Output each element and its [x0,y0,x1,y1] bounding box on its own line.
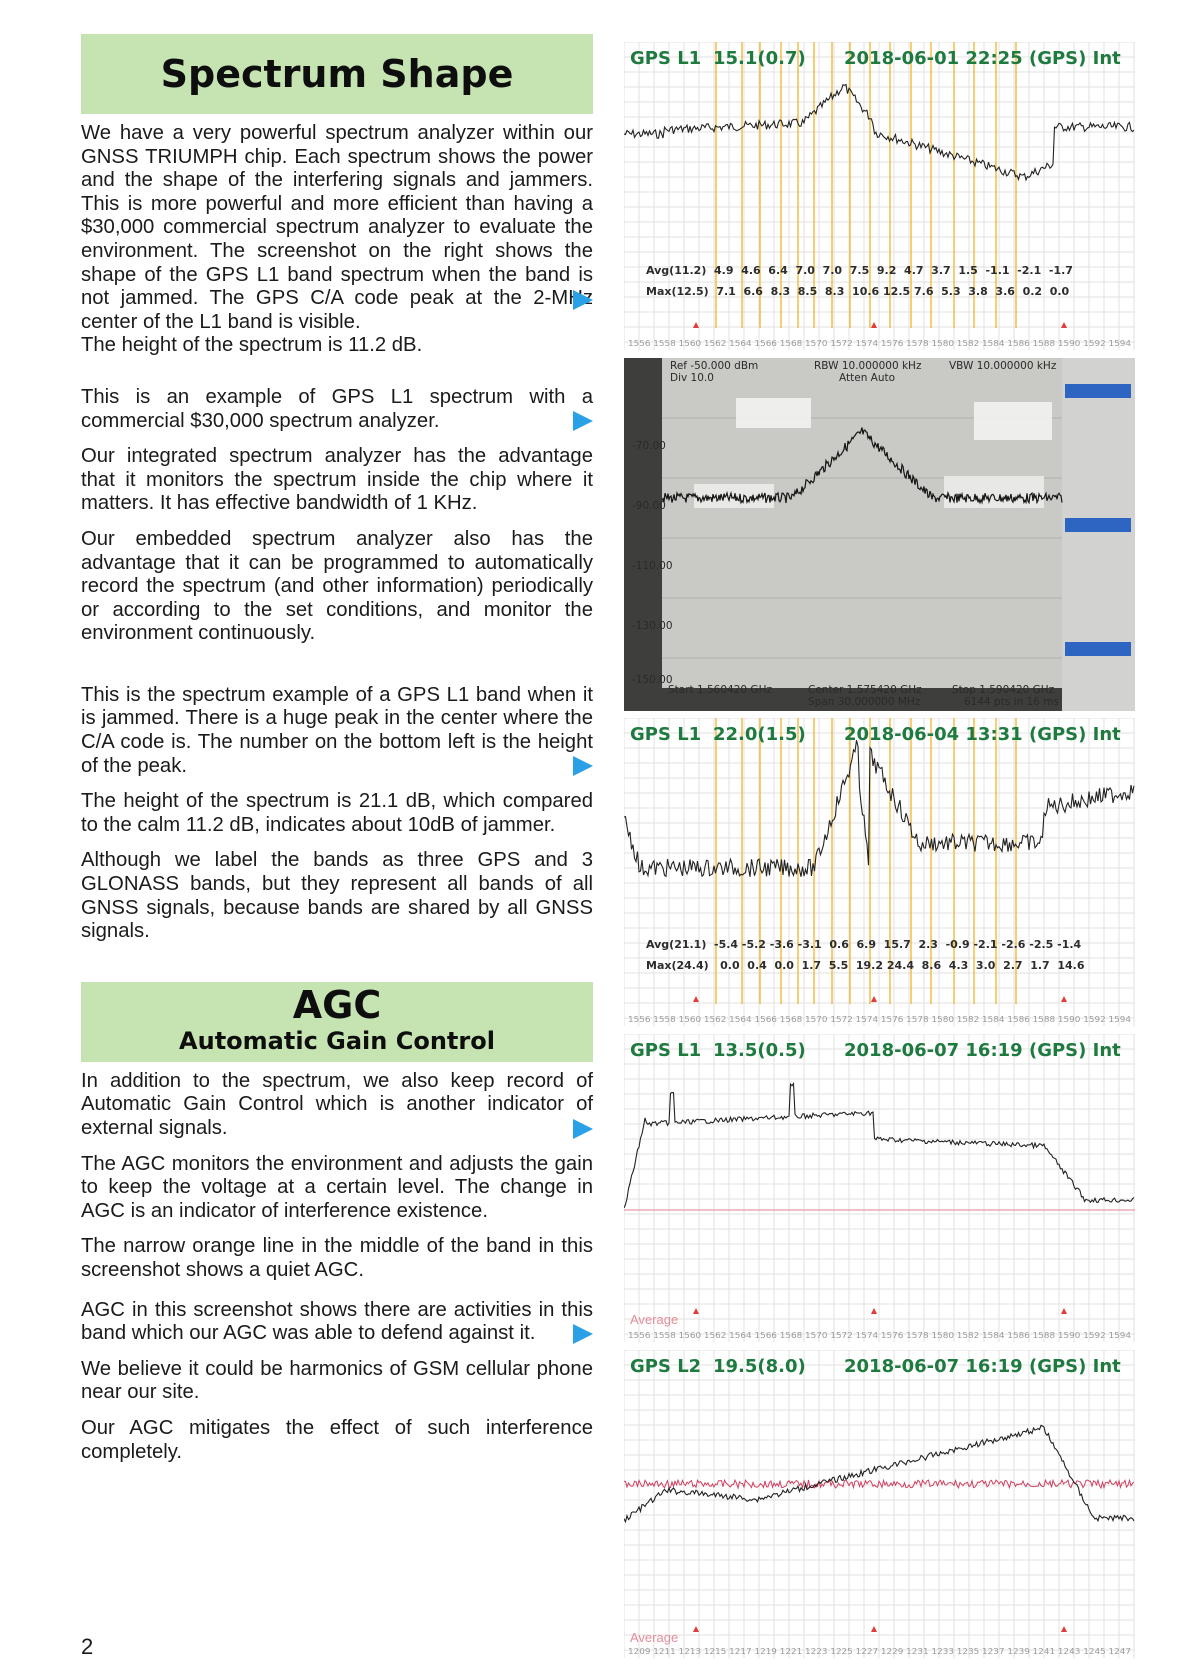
marker-icon [693,1626,699,1632]
level-label: -70.00 [632,440,666,452]
div-label: Div 10.0 [670,372,714,384]
level-label: -130.00 [632,620,673,632]
ceiling-light-reflection [974,402,1052,440]
stop-label: Stop 1.590420 GHz [952,684,1055,696]
paragraph: This is an example of GPS L1 spectrum with a commercial $30,000 spectrum analyzer. [81,385,593,432]
span-label: Span 30.000000 MHz [808,696,921,708]
level-label: -110.00 [632,560,673,572]
band-value: 19.5(8.0) [713,1356,806,1377]
max-row: Max(24.4) 0.0 0.4 0.0 1.7 5.5 19.2 24.4 8.6 4.3 3.0 2.7 1.7 14.6 [646,959,1085,972]
average-label: Average [630,1630,679,1645]
analyzer-screen [624,358,1135,711]
marker-icon [871,322,877,328]
paragraph: AGC in this screenshot shows there are activities in this band which our AGC was able to defend against it. [81,1298,593,1345]
band-value: 15.1(0.7) [713,48,806,69]
band-label: GPS L1 [630,724,702,745]
atten-label: Atten Auto [839,372,896,384]
axis-tick-labels: 1556 1558 1560 1562 1564 1566 1568 1570 1572 1574 1576 1578 1580 1582 1584 1586 1588 1590 1592 1594 [628,1331,1132,1340]
side-menu [1062,358,1135,711]
commercial-analyzer-photo [624,358,1135,711]
marker-icon [871,1626,877,1632]
paragraph: Our AGC mitigates the effect of such interference completely. [81,1416,593,1463]
spectrum-plot [624,42,1135,350]
section-subtitle: Automatic Gain Control [179,1026,495,1055]
marker-icon [871,1308,877,1314]
marker-icon [693,996,699,1002]
section-banner-agc [81,982,593,1062]
level-label: -150.00 [632,674,673,686]
average-label: Average [630,1312,679,1327]
axis-tick-labels: 1209 1211 1213 1215 1217 1219 1221 1223 1225 1227 1229 1231 1233 1235 1237 1239 1241 1243 1245 1247 [628,1647,1132,1656]
ref-label: Ref -50.000 dBm [670,360,759,372]
agc-plot [624,1034,1135,1342]
paragraph: The narrow orange line in the middle of the band in this screenshot shows a quiet AGC. [81,1235,593,1281]
start-label: Start 1.560420 GHz [668,684,772,696]
band-label: GPS L1 [630,1040,702,1061]
max-row: Max(12.5) 7.1 6.6 8.3 8.5 8.3 10.6 12.5 7.6 5.3 3.8 3.6 0.2 0.0 [646,285,1070,298]
spectrum-plot [624,718,1135,1026]
right-triangle-icon [573,411,593,431]
agc-screenshot-active [624,1350,1135,1658]
menu-header [1065,642,1131,656]
paragraph: Our embedded spectrum analyzer also has the advantage that it can be programmed to automatically record the spectrum (and other information) periodically or according to the set conditions, and monitor the environment continuously. [81,527,593,645]
marker-icon [1061,322,1067,328]
paragraph: In addition to the spectrum, we also keep record of Automatic Gain Control which is another indicator of external signals. [81,1069,593,1139]
avg-row: Avg(21.1) -5.4 -5.2 -3.6 -3.1 0.6 6.9 15.7 2.3 -0.9 -2.1 -2.6 -2.5 -1.4 [646,938,1082,951]
band-value: 22.0(1.5) [713,724,806,745]
marker-icon [693,1308,699,1314]
marker-icon [1061,1308,1067,1314]
paragraph: This is the spectrum example of a GPS L1 band when it is jammed. There is a huge peak in the center where the C/A code is. The number on the bottom left is the height of the peak. [81,683,593,777]
paragraph: The height of the spectrum is 11.2 dB. [81,334,423,357]
section-banner-spectrum-shape [81,34,593,114]
axis-tick-labels: 1556 1558 1560 1562 1564 1566 1568 1570 1572 1574 1576 1578 1580 1582 1584 1586 1588 1590 1592 1594 [628,1015,1132,1024]
axis-tick-labels: 1556 1558 1560 1562 1564 1566 1568 1570 1572 1574 1576 1578 1580 1582 1584 1586 1588 1590 1592 1594 [628,339,1132,348]
right-triangle-icon [573,1119,593,1139]
band-label: GPS L2 [630,1356,702,1377]
marker-icon [871,996,877,1002]
band-value: 13.5(0.5) [713,1040,806,1061]
section-title: Spectrum Shape [160,52,514,96]
marker-icon [1061,1626,1067,1632]
level-label: -90.00 [632,500,666,512]
datetime: 2018-06-01 22:25 (GPS) Int [844,48,1121,69]
left-column [81,34,593,1464]
spectrum-screenshot-calm [624,42,1135,350]
right-triangle-icon [573,1324,593,1344]
agc-screenshot-quiet [624,1034,1135,1342]
right-triangle-icon [573,756,593,776]
section-title: AGC [292,982,382,1027]
paragraph: We have a very powerful spectrum analyzer within our GNSS TRIUMPH chip. Each spectrum shows the power and the shape of the interfering signals and jammers. This is more powerful and more efficient than having a $30,000 commercial spectrum analyzer to evaluate the environment. The screenshot on the right shows the shape of the GPS L1 band spectrum when the band is not jammed. The GPS C/A code peak at the 2-MHz center of the L1 band is visible. [81,122,593,333]
spectrum-screenshot-jammed [624,718,1135,1026]
agc-plot [624,1350,1135,1658]
datetime: 2018-06-07 16:19 (GPS) Int [844,1040,1121,1061]
avg-row: Avg(11.2) 4.9 4.6 6.4 7.0 7.0 7.5 9.2 4.7 3.7 1.5 -1.1 -2.1 -1.7 [646,264,1073,277]
rbw-label: RBW 10.000000 kHz [814,360,922,372]
paragraph: We believe it could be harmonics of GSM cellular phone near our site. [81,1357,593,1404]
paragraph: The AGC monitors the environment and adjusts the gain to keep the voltage at a certain level. The change in AGC is an indicator of interference existence. [81,1152,593,1222]
page-number: 2 [81,1634,94,1659]
vbw-label: VBW 10.000000 kHz [949,360,1057,372]
band-label: GPS L1 [630,48,702,69]
center-label: Center 1.575420 GHz [808,684,922,696]
marker-icon [1061,996,1067,1002]
marker-icon [693,322,699,328]
menu-header [1065,518,1131,532]
paragraph: Although we label the bands as three GPS and 3 GLONASS bands, but they represent all bands of all GNSS signals, because bands are shared by all GNSS signals. [81,849,593,943]
ceiling-light-reflection [736,398,811,428]
paragraph: The height of the spectrum is 21.1 dB, which compared to the calm 11.2 dB, indicates about 10dB of jammer. [81,790,593,836]
datetime: 2018-06-04 13:31 (GPS) Int [844,724,1121,745]
pts-label: 6144 pts in 16 ms [964,696,1059,708]
menu-header [1065,384,1131,398]
right-triangle-icon [573,290,593,310]
datetime: 2018-06-07 16:19 (GPS) Int [844,1356,1121,1377]
paragraph: Our integrated spectrum analyzer has the advantage that it monitors the spectrum inside the chip where it matters. It has effective bandwidth of 1 KHz. [81,445,593,515]
